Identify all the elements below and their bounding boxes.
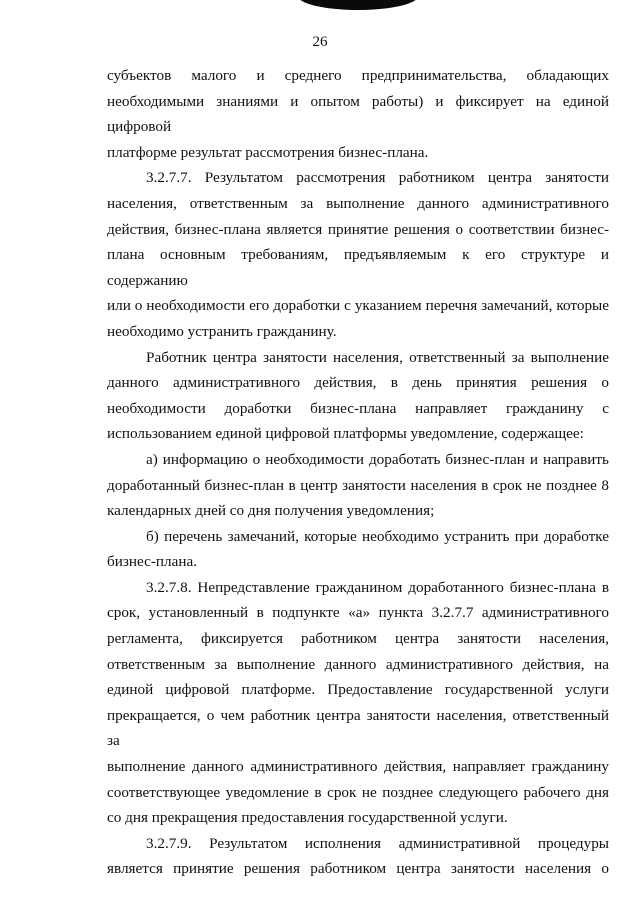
text-line: необходимо устранить гражданину. [107,322,337,340]
page-number: 26 [312,34,328,50]
text-line: 3.2.7.9. Результатом исполнения административной процедуры [146,834,609,852]
text-line: является принятие решения работником центра занятости населения о [107,860,609,878]
text-line: платформе результат рассмотрения бизнес-плана. [107,143,429,161]
text-line: а) информацию о необходимости доработать бизнес-план и направить [146,450,609,468]
document-body [107,63,609,882]
text-line: необходимыми знаниями и опытом работы) и фиксирует на единой цифровой [107,92,609,136]
text-line: ответственным за выполнение данного административного действия, на [107,655,609,673]
text-line: б) перечень замечаний, которые необходимо устранить при доработке [146,527,609,545]
text-line: срок, установленный в подпункте «а» пункта 3.2.7.7 административного [107,604,609,622]
text-line: плана основным требованиям, предъявляемым к его структуре и содержанию [107,246,609,289]
text-line: или о необходимости его доработки с указанием перечня замечаний, которые [107,297,609,315]
text-line: бизнес-плана. [107,553,198,571]
text-line: выполнение данного административного действия, направляет гражданину [107,758,609,776]
text-line: регламента, фиксируется работником центра занятости населения, [107,630,609,648]
text-line: доработанный бизнес-план в центр занятости населения в срок не позднее 8 [107,476,609,494]
text-line: населения, ответственным за выполнение данного административного [107,194,609,212]
text-line: 3.2.7.7. Результатом рассмотрения работником центра занятости [146,169,609,187]
text-line: 3.2.7.8. Непредставление гражданином доработанного бизнес-плана в [146,578,609,596]
text-line: использованием единой цифровой платформы уведомление, содержащее: [107,425,584,443]
text-line: субъектов малого и среднего предпринимательства, обладающих [107,67,609,84]
text-line: Работник центра занятости населения, ответственный за выполнение [146,348,609,366]
text-line: единой цифровой платформе. Предоставление государственной услуги [107,681,609,699]
text-line: соответствующее уведомление в срок не позднее следующего рабочего дня [107,783,609,801]
text-line: календарных дней со дня получения уведомления; [107,502,435,520]
text-line: необходимости доработки бизнес-плана направляет гражданину с [107,399,609,417]
text-line: прекращается, о чем работник центра занятости населения, ответственный за [107,706,609,750]
scan-artifact [298,0,418,10]
text-line: действия, бизнес-плана является принятие решения о соответствии бизнес- [107,220,609,238]
text-line: данного административного действия, в день принятия решения о [107,374,609,392]
text-line: со дня прекращения предоставления государственной услуги. [107,809,508,827]
